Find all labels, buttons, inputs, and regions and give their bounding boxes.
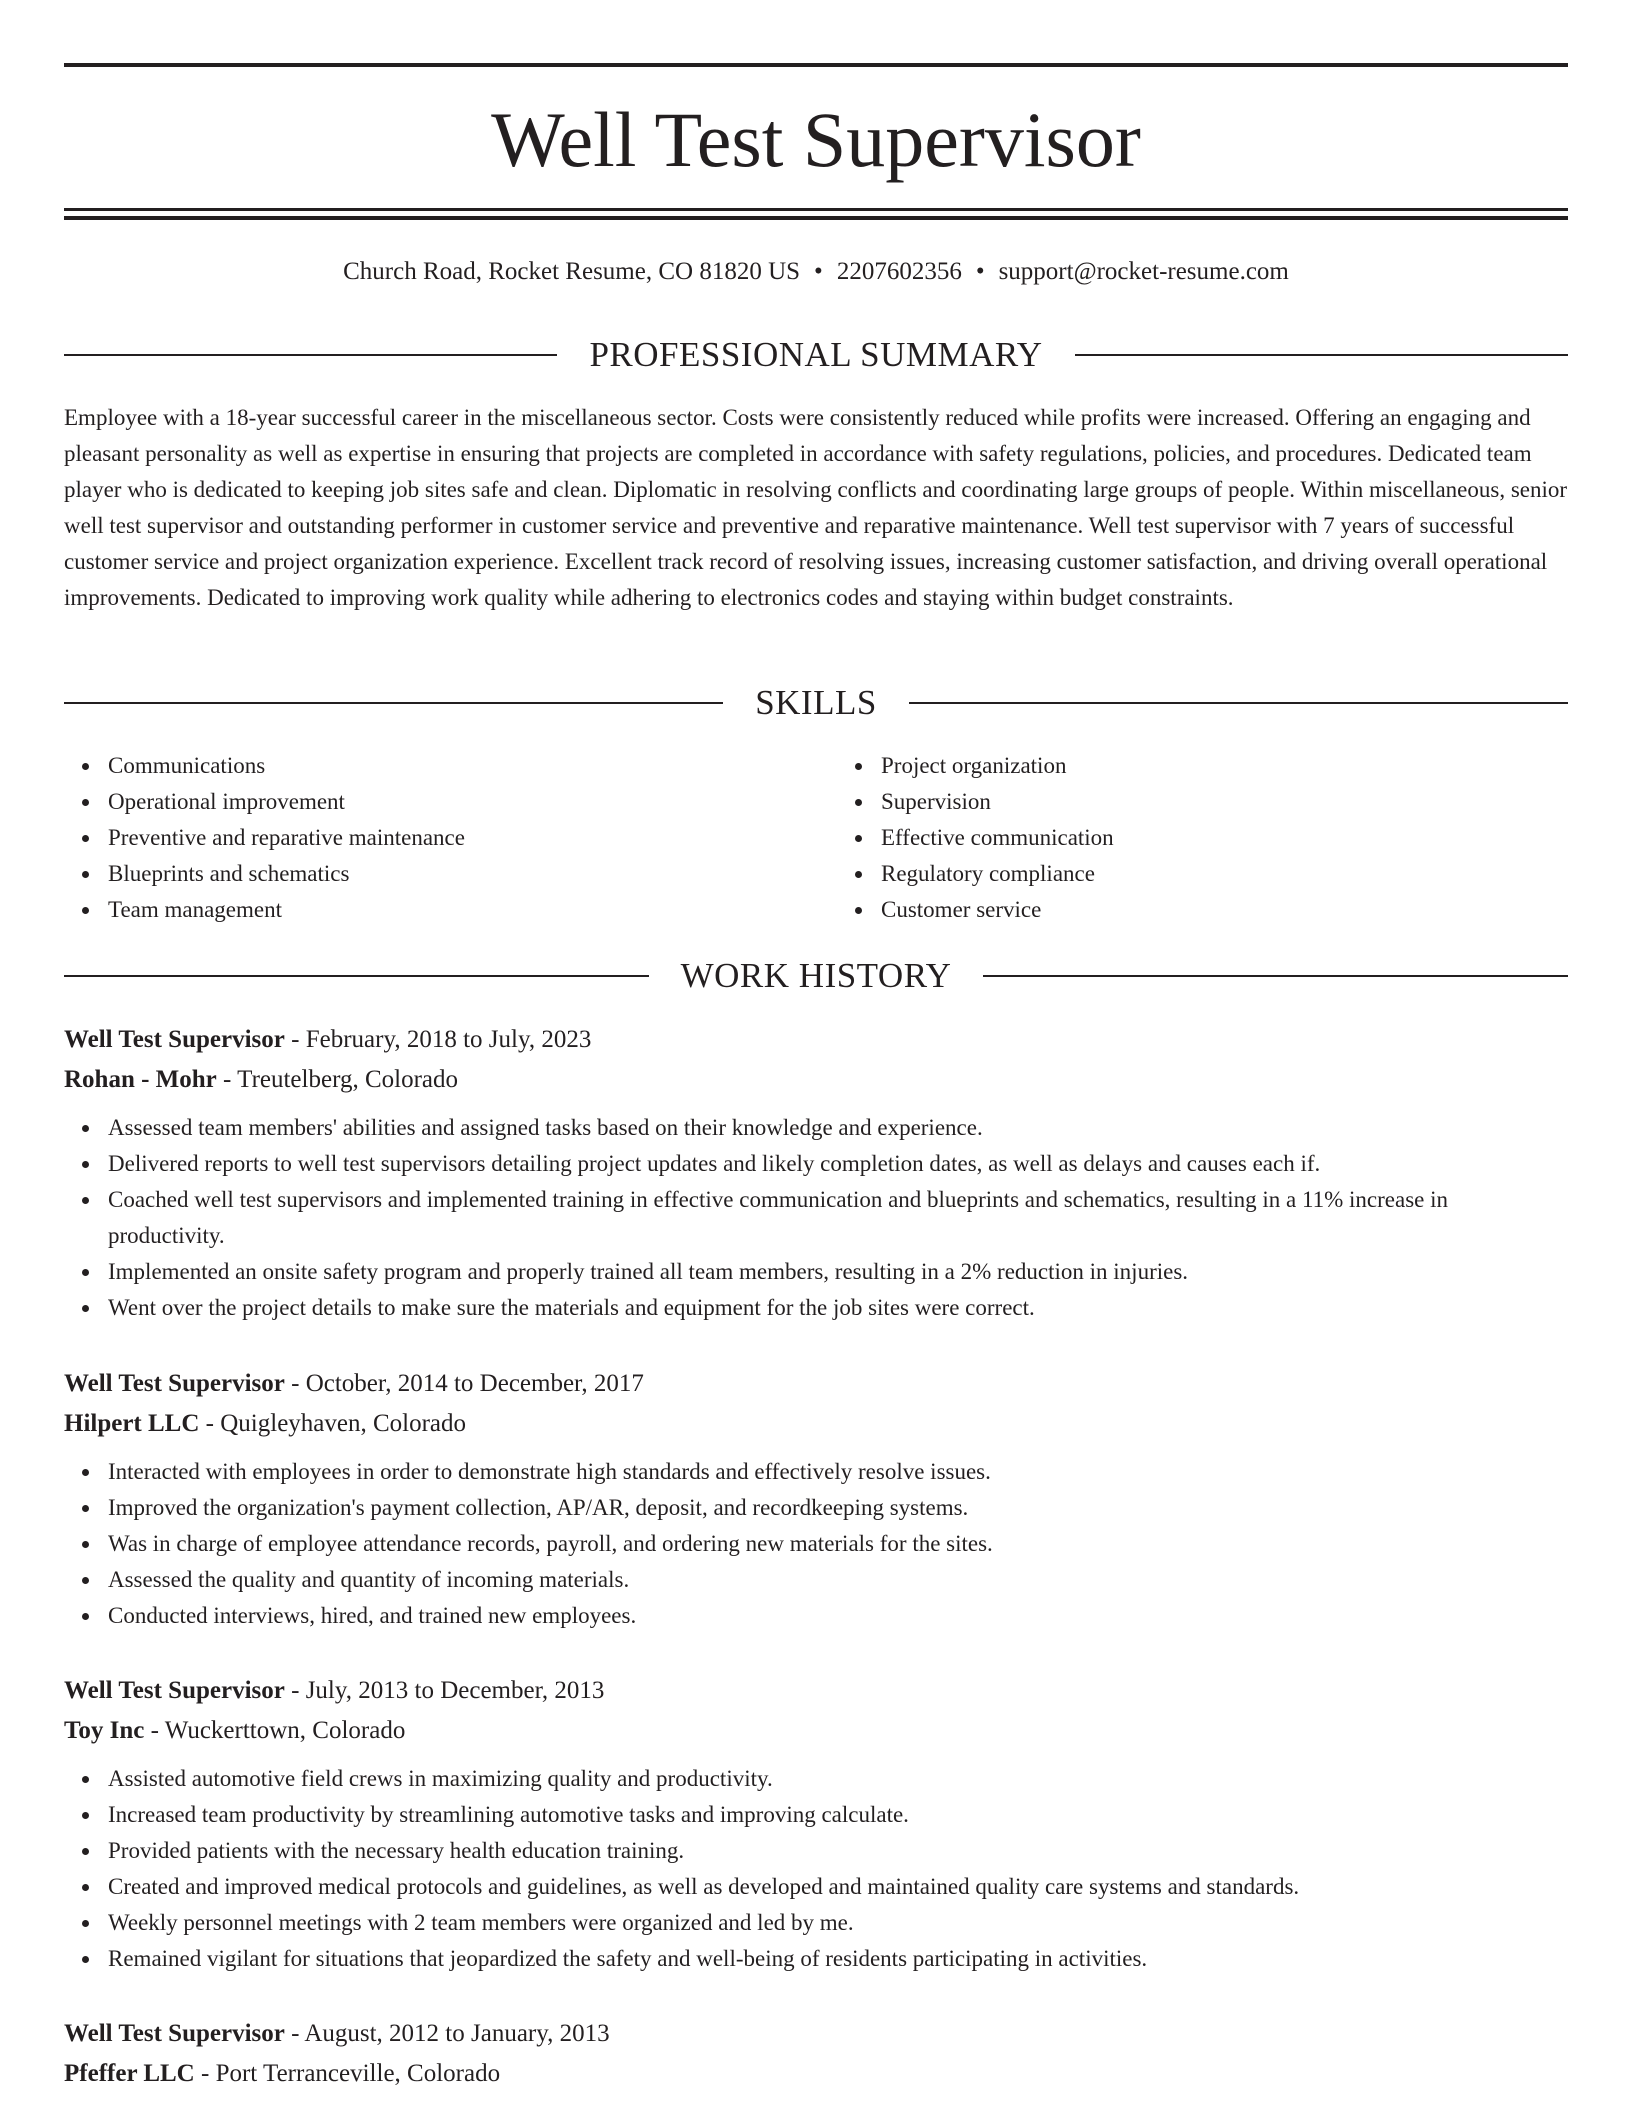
job-dates: July, 2013 to December, 2013 <box>305 1677 605 1704</box>
job-bullet: Created and improved medical protocols and guidelines, as well as developed and maintained quality care systems and standards. <box>108 1869 1568 1905</box>
job-bullet: Coached well test supervisors and implemented training in effective communication and blueprints and schematics, resulting in a 11% increase in productivity. <box>108 1182 1568 1254</box>
job-bullet: Implemented an onsite safety program and properly trained all team members, resulting in a 2% reduction in injuries. <box>108 1254 1568 1290</box>
top-rule <box>64 63 1568 67</box>
skill-item: Blueprints and schematics <box>108 856 795 892</box>
skill-item: Communications <box>108 748 795 784</box>
job-entry: Well Test Supervisor - October, 2014 to December, 2017 Hilpert LLC - Quigleyhaven, Colorado Interacted with employees in order to demonstrate high standards and effectively resolve issues. Improved the organization's payment collection, AP/AR, deposit, and recordkeeping systems. Was in charge of employee attendance records, payroll, and ordering new materials for the sites. Assessed the quality and quantity of incoming materials. Conducted interviews, hired, and trained new employees. <box>64 1364 1568 1634</box>
job-bullet: Assessed the quality and quantity of incoming materials. <box>108 1562 1568 1598</box>
job-company: Pfeffer LLC <box>64 2060 195 2087</box>
job-bullet: Interacted with employees in order to demonstrate high standards and effectively resolve issues. <box>108 1454 1568 1490</box>
job-location: Treutelberg, Colorado <box>237 1066 458 1093</box>
job-company: Toy Inc <box>64 1717 145 1744</box>
summary-title: PROFESSIONAL SUMMARY <box>589 335 1043 374</box>
contact-phone: 2207602356 <box>836 258 962 285</box>
contact-line <box>64 256 1568 288</box>
contact-separator: • <box>814 258 823 285</box>
job-bullet: Assessed team members' abilities and assigned tasks based on their knowledge and experience. <box>108 1110 1568 1146</box>
skill-item: Customer service <box>881 892 1568 928</box>
job-dates: February, 2018 to July, 2023 <box>305 1026 592 1053</box>
job-bullet: Went over the project details to make sure the materials and equipment for the job sites were correct. <box>108 1290 1568 1326</box>
work-heading <box>64 956 1568 996</box>
job-bullets <box>64 1110 1568 1326</box>
skill-item: Regulatory compliance <box>881 856 1568 892</box>
work-title: WORK HISTORY <box>680 956 952 995</box>
job-bullet: Assisted automotive field crews in maximizing quality and productivity. <box>108 1761 1568 1797</box>
job-bullets <box>64 1761 1568 1977</box>
contact-email: support@rocket-resume.com <box>998 258 1289 285</box>
job-bullets <box>64 1454 1568 1634</box>
job-location: Port Terranceville, Colorado <box>215 2060 501 2087</box>
job-role: Well Test Supervisor <box>64 1370 285 1397</box>
job-bullet: Conducted interviews, hired, and trained new employees. <box>108 1598 1568 1634</box>
job-bullet: Increased team productivity by streamlining automotive tasks and improving calculate. <box>108 1797 1568 1833</box>
job-company: Rohan - Mohr <box>64 1066 217 1093</box>
skill-item: Project organization <box>881 748 1568 784</box>
job-bullet: Was in charge of employee attendance records, payroll, and ordering new materials for the sites. <box>108 1526 1568 1562</box>
job-bullet: Weekly personnel meetings with 2 team members were organized and led by me. <box>108 1905 1568 1941</box>
job-bullet: Provided patients with the necessary health education training. <box>108 1833 1568 1869</box>
job-bullet: Delivered reports to well test supervisors detailing project updates and likely completion dates, as well as delays and causes each if. <box>108 1146 1568 1182</box>
skills-title: SKILLS <box>755 683 877 722</box>
skill-item: Supervision <box>881 784 1568 820</box>
skill-item: Effective communication <box>881 820 1568 856</box>
job-role: Well Test Supervisor <box>64 1026 285 1053</box>
skills-heading <box>64 683 1568 723</box>
skill-item: Operational improvement <box>108 784 795 820</box>
job-entry: Well Test Supervisor - August, 2012 to January, 2013 Pfeffer LLC - Port Terranceville, Colorado <box>64 2020 610 2087</box>
skills-column-left <box>64 748 795 928</box>
double-rule <box>64 208 1568 220</box>
job-entry: Well Test Supervisor - February, 2018 to July, 2023 Rohan - Mohr - Treutelberg, Colorado Assessed team members' abilities and assigned tasks based on their knowledge and experience. Delivered reports to well test supervisors detailing project updates and likely completion dates, as well as delays and causes each if. Coached well test supervisors and implemented training in effective communication and blueprints and schematics, resulting in a 11% increase in productivity. Implemented an onsite safety program and properly trained all team members, resulting in a 2% reduction in injuries. Went over the project details to make sure the materials and equipment for the job sites were correct. <box>64 1020 1568 1326</box>
skill-item: Team management <box>108 892 795 928</box>
job-bullet: Remained vigilant for situations that jeopardized the safety and well-being of residents participating in activities. <box>108 1941 1568 1977</box>
job-location: Quigleyhaven, Colorado <box>220 1410 467 1437</box>
skills-column-right <box>837 748 1568 928</box>
candidate-name: Well Test Supervisor <box>491 96 1141 183</box>
skill-item: Preventive and reparative maintenance <box>108 820 795 856</box>
job-bullet: Improved the organization's payment collection, AP/AR, deposit, and recordkeeping systems. <box>108 1490 1568 1526</box>
summary-heading <box>64 335 1568 375</box>
contact-separator: • <box>975 258 985 285</box>
job-company: Hilpert LLC <box>64 1410 200 1437</box>
job-location: Wuckerttown, Colorado <box>164 1717 406 1744</box>
job-dates: August, 2012 to January, 2013 <box>304 2020 610 2047</box>
contact-address: Church Road, Rocket Resume, CO 81820 US <box>343 258 801 285</box>
job-entry: Well Test Supervisor - July, 2013 to December, 2013 Toy Inc - Wuckerttown, Colorado Assisted automotive field crews in maximizing quality and productivity. Increased team productivity by streamlining automotive tasks and improving calculate. Provided patients with the necessary health education training. Created and improved medical protocols and guidelines, as well as developed and maintained quality care systems and standards. Weekly personnel meetings with 2 team members were organized and led by me. Remained vigilant for situations that jeopardized the safety and well-being of residents participating in activities. <box>64 1671 1568 1977</box>
skills-list <box>64 748 1568 928</box>
summary-text: Employee with a 18-year successful career in the miscellaneous sector. Costs were consistently reduced while profits were increased. Offering an engaging and pleasant personality as well as expertise in ensuring that projects are completed in accordance with safety regulations, policies, and procedures. Dedicated team player who is dedicated to keeping job sites safe and clean. Diplomatic in resolving conflicts and coordinating large groups of people. Within miscellaneous, senior well test supervisor and outstanding performer in customer service and preventive and reparative maintenance. Well test supervisor with 7 years of successful customer service and project organization experience. Excellent track record of resolving issues, increasing customer satisfaction, and driving overall operational improvements. Dedicated to improving work quality while adhering to electronics codes and staying within budget constraints. <box>64 405 1568 610</box>
job-role: Well Test Supervisor <box>64 1677 285 1704</box>
job-dates: October, 2014 to December, 2017 <box>305 1370 644 1397</box>
job-role: Well Test Supervisor <box>64 2020 285 2047</box>
